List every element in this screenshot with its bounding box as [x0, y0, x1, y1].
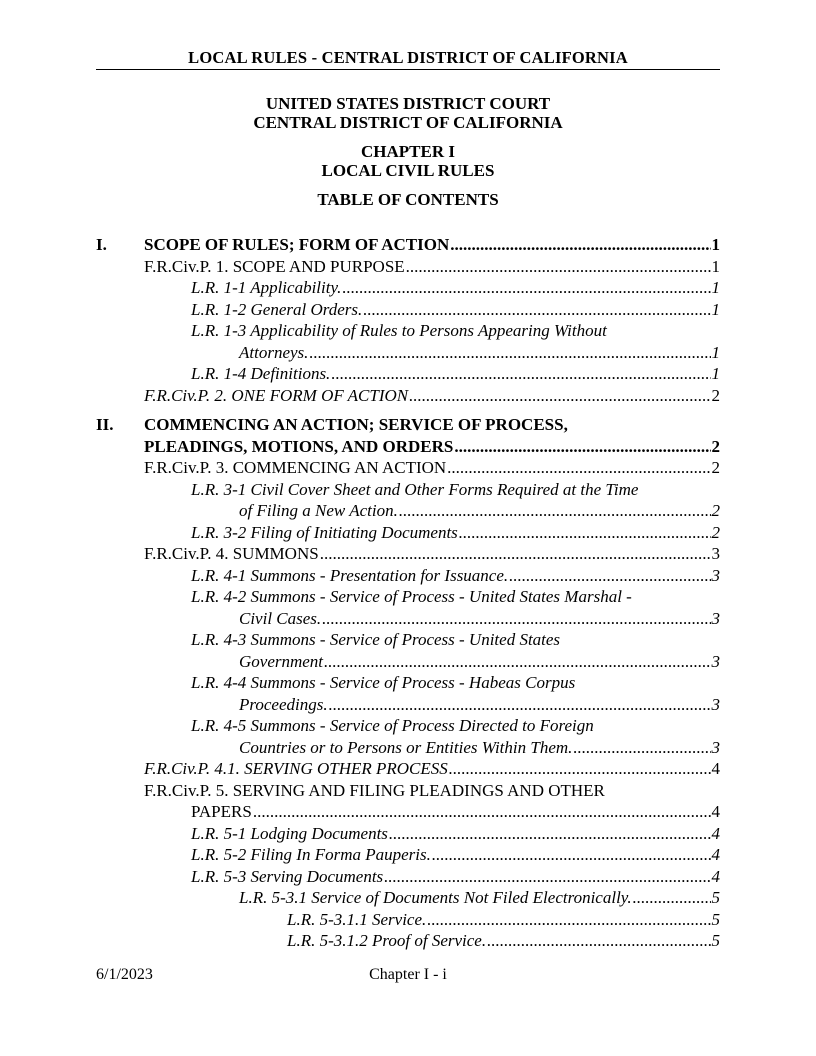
dot-leader	[447, 457, 710, 479]
toc-entry-label: L.R. 5-3.1.1 Service.	[287, 909, 427, 929]
toc-entry-label: L.R. 3-2 Filing of Initiating Documents	[191, 522, 458, 542]
toc-entry[interactable]	[96, 522, 720, 544]
toc-page-number: 3	[711, 737, 720, 757]
dot-leader	[329, 694, 711, 716]
toc-page-number: 5	[711, 931, 720, 950]
toc-page-number: 1	[711, 278, 720, 297]
toc-entry-continuation[interactable]	[96, 737, 720, 759]
toc-page-number: 3	[711, 651, 720, 671]
dot-leader	[459, 522, 711, 544]
toc-entry[interactable]	[96, 629, 720, 651]
toc-entry-label: L.R. 5-3.1 Service of Documents Not Filed Electronically.	[239, 888, 632, 907]
dot-leader	[399, 500, 711, 522]
dot-leader	[573, 737, 710, 759]
toc-entry-label: L.R. 5-3 Serving Documents	[191, 866, 384, 886]
toc-heading: TABLE OF CONTENTS	[317, 190, 499, 209]
toc-entry-label: L.R. 4-3 Summons - Service of Process - United States	[191, 630, 561, 649]
toc-page-number: 4	[711, 759, 720, 778]
toc-page-number: 1	[711, 299, 720, 319]
toc-entry-label: L.R. 4-5 Summons - Service of Process Directed to Foreign	[191, 716, 594, 735]
chapter-title	[96, 142, 720, 180]
toc-page-number: 4	[711, 845, 720, 864]
toc-page-number: 2	[711, 436, 720, 456]
toc-entry-label: L.R. 4-2 Summons - Service of Process - United States Marshal -	[191, 587, 632, 606]
toc-section-2[interactable]	[96, 414, 720, 436]
toc-page-number: 3	[711, 544, 720, 563]
revision-date: 6/1/2023	[96, 966, 153, 983]
toc-section-number: II.	[96, 415, 114, 434]
toc-section-1[interactable]	[96, 234, 720, 256]
court-title	[96, 94, 720, 132]
toc-page-number: 1	[711, 256, 720, 276]
court-title-line-1: UNITED STATES DISTRICT COURT	[265, 94, 551, 113]
toc-entry[interactable]	[96, 277, 720, 299]
toc-entry[interactable]	[96, 909, 720, 931]
toc-page-number: 3	[711, 694, 720, 714]
toc-entry-label: L.R. 5-2 Filing In Forma Pauperis.	[191, 845, 431, 864]
dot-leader	[363, 299, 710, 321]
toc-entry-continuation[interactable]	[96, 436, 720, 458]
dot-leader	[450, 234, 710, 256]
dot-leader	[384, 866, 710, 888]
toc-entry[interactable]	[96, 715, 720, 737]
running-head: LOCAL RULES - CENTRAL DISTRICT OF CALIFORNIA	[96, 48, 720, 70]
toc-entry-label: F.R.Civ.P. 5. SERVING AND FILING PLEADINGS AND OTHER	[144, 780, 605, 800]
toc-entry-label: Countries or to Persons or Entities Within Them.	[239, 737, 573, 757]
dot-leader	[324, 651, 710, 673]
toc-entry-continuation[interactable]	[96, 694, 720, 716]
toc-entry[interactable]	[96, 887, 720, 909]
toc-page-number: 3	[711, 608, 720, 628]
chapter-number: CHAPTER I	[361, 142, 455, 161]
toc-page-number: 4	[711, 823, 720, 843]
toc-entry-label: L.R. 1-4 Definitions.	[191, 364, 331, 383]
toc-page-number: 2	[711, 522, 720, 542]
dot-leader	[487, 930, 710, 952]
dot-leader	[322, 608, 710, 630]
toc-entry-continuation[interactable]	[96, 801, 720, 823]
toc-entry-label: F.R.Civ.P. 2. ONE FORM OF ACTION	[144, 385, 409, 405]
toc-entry-label: Civil Cases.	[239, 608, 322, 628]
dot-leader	[253, 801, 711, 823]
toc-page-number: 3	[711, 565, 720, 585]
toc-entry[interactable]	[96, 256, 720, 278]
dot-leader	[633, 887, 711, 909]
dot-leader	[509, 565, 710, 587]
dot-leader	[427, 909, 710, 931]
toc-entry[interactable]	[96, 363, 720, 385]
toc-page-number: 2	[711, 501, 720, 520]
toc-page-number: 1	[711, 235, 720, 254]
toc-entry[interactable]	[96, 780, 720, 802]
toc-entry-label: PAPERS	[191, 802, 252, 821]
toc-entry-label: L.R. 1-1 Applicability.	[191, 278, 342, 297]
dot-leader	[406, 256, 711, 278]
toc-entry-label: F.R.Civ.P. 4.1. SERVING OTHER PROCESS	[144, 759, 448, 778]
toc-entry-label: F.R.Civ.P. 3. COMMENCING AN ACTION	[144, 458, 447, 477]
toc-entry[interactable]	[96, 930, 720, 952]
toc-entry-label: L.R. 5-1 Lodging Documents	[191, 823, 388, 843]
toc-entry-label: L.R. 4-4 Summons - Service of Process - Habeas Corpus	[191, 673, 576, 692]
toc-entry[interactable]	[96, 586, 720, 608]
toc-entry-label: PLEADINGS, MOTIONS, AND ORDERS	[144, 436, 454, 456]
toc-entry-label: L.R. 3-1 Civil Cover Sheet and Other Forms Required at the Time	[191, 479, 639, 499]
toc-entry-label: L.R. 5-3.1.2 Proof of Service.	[287, 931, 487, 950]
toc-entry-label: Attorneys.	[239, 342, 309, 362]
toc-entry-label: SCOPE OF RULES; FORM OF ACTION	[144, 235, 450, 254]
toc-page-number: 1	[711, 364, 720, 383]
toc-entry[interactable]	[96, 844, 720, 866]
toc-entry[interactable]	[96, 672, 720, 694]
toc-page-number: 2	[711, 385, 720, 405]
toc-entry-continuation[interactable]	[96, 651, 720, 673]
dot-leader	[320, 543, 711, 565]
toc-entry-label: of Filing a New Action.	[239, 501, 398, 520]
page-label: Chapter I - i	[369, 966, 447, 983]
dot-leader	[342, 277, 710, 299]
dot-leader	[432, 844, 711, 866]
toc-section-number: I.	[96, 235, 107, 254]
toc-entry[interactable]	[96, 758, 720, 780]
dot-leader	[309, 342, 710, 364]
toc-entry[interactable]	[96, 565, 720, 587]
toc-entry[interactable]	[96, 385, 720, 407]
toc-entry-label: L.R. 1-2 General Orders.	[191, 299, 363, 319]
toc-page-number: 2	[711, 458, 720, 477]
toc-entry[interactable]	[96, 543, 720, 565]
toc-entry[interactable]	[96, 457, 720, 479]
court-title-line-2: CENTRAL DISTRICT OF CALIFORNIA	[253, 113, 563, 132]
toc-page-number: 4	[711, 802, 720, 821]
toc-page-number: 5	[711, 909, 720, 929]
dot-leader	[331, 363, 710, 385]
dot-leader	[389, 823, 711, 845]
chapter-name: LOCAL CIVIL RULES	[321, 161, 495, 180]
dot-leader	[449, 758, 711, 780]
toc-entry-continuation[interactable]	[96, 608, 720, 630]
toc-entry-label: L.R. 1-3 Applicability of Rules to Persons Appearing Without	[191, 321, 607, 340]
toc-entry-label: L.R. 4-1 Summons - Presentation for Issuance.	[191, 565, 509, 585]
toc-entry-continuation[interactable]	[96, 342, 720, 364]
toc-entry-label: COMMENCING AN ACTION; SERVICE OF PROCESS,	[144, 415, 568, 434]
dot-leader	[409, 385, 710, 407]
toc-entry-label: F.R.Civ.P. 1. SCOPE AND PURPOSE	[144, 256, 405, 276]
toc-entry[interactable]	[96, 320, 720, 342]
toc-entry-label: F.R.Civ.P. 4. SUMMONS	[144, 544, 319, 563]
toc-entry-label: Proceedings.	[239, 694, 328, 714]
toc-entry[interactable]	[96, 479, 720, 501]
toc-page-number: 1	[711, 342, 720, 362]
toc-page-number: 4	[711, 866, 720, 886]
toc-entry-label: Government	[239, 651, 324, 671]
toc-entry-continuation[interactable]	[96, 500, 720, 522]
toc-page-number: 5	[711, 888, 720, 907]
toc-entry[interactable]	[96, 823, 720, 845]
table-of-contents	[96, 234, 720, 952]
toc-entry[interactable]	[96, 299, 720, 321]
toc-entry[interactable]	[96, 866, 720, 888]
dot-leader	[454, 436, 710, 458]
